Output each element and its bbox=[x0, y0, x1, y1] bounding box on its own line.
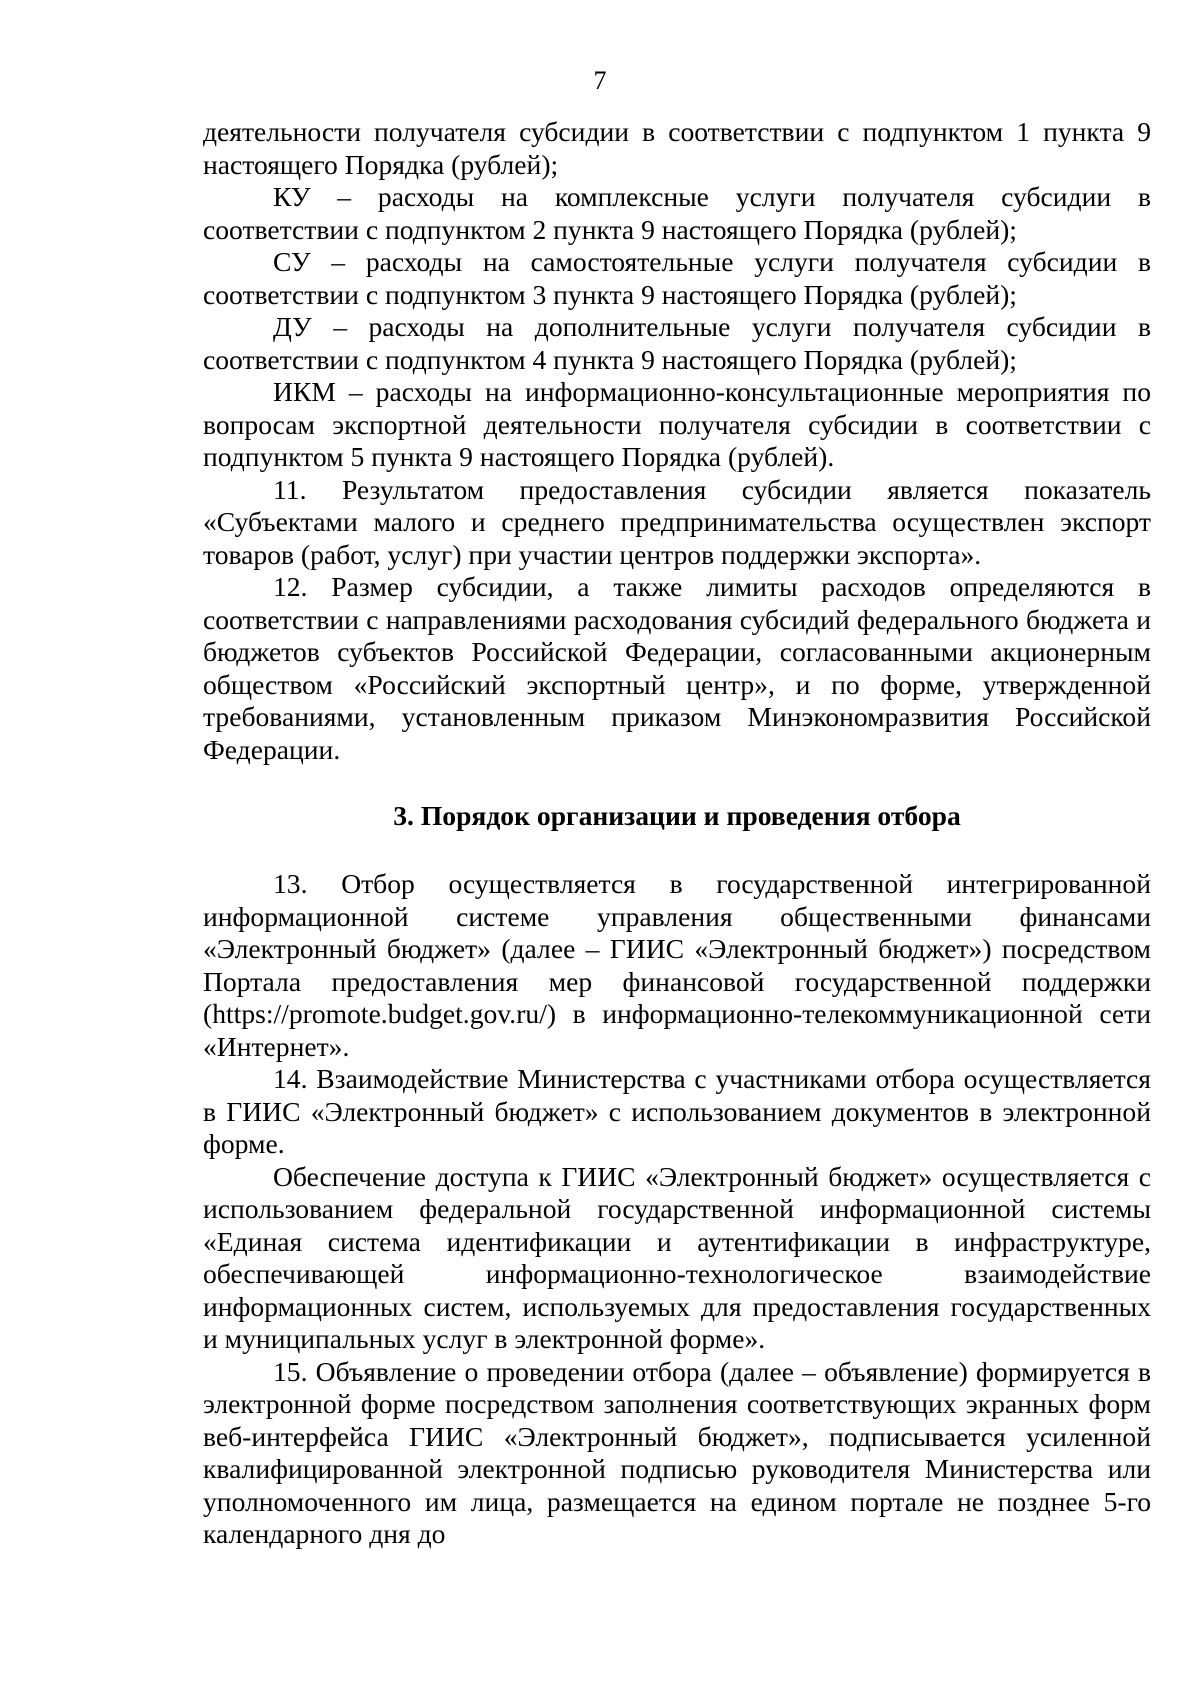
section-heading: 3. Порядок организации и проведения отбора bbox=[393, 800, 961, 831]
paragraph-access: Обеспечение доступа к ГИИС «Электронный бюджет» осуществляется с использованием федеральной государственной информационной системы «Единая система идентификации и аутентификации в инфраструктуре, обеспечивающей информационно-технологическое взаимодействие информационных систем, используемых для предоставления государственных и муниципальных услуг в электронной форме». bbox=[203, 1160, 1151, 1354]
paragraph-du: ДУ – расходы на дополнительные услуги получателя субсидии в соответствии с подпунктом 4 пункта 9 настоящего Порядка (рублей); bbox=[203, 311, 1151, 375]
paragraph-ikm: ИКМ – расходы на информационно-консультационные мероприятия по вопросам экспортной деятельности получателя субсидии в соответствии с подпунктом 5 пункта 9 настоящего Порядка (рублей). bbox=[203, 376, 1151, 472]
paragraph-12: 12. Размер субсидии, а также лимиты расходов определяются в соответствии с направлениями расходования субсидий федерального бюджета и бюджетов субъектов Российской Федерации, согласованными акционерным обществом «Российский экспортный центр», и по форме, утвержденной требованиями, установленным приказом Минэкономразвития Российской Федерации. bbox=[203, 571, 1151, 765]
paragraph-continuation: деятельности получателя субсидии в соответствии с подпунктом 1 пункта 9 настоящего Порядка (рублей); bbox=[203, 116, 1151, 180]
paragraph-13: 13. Отбор осуществляется в государственной интегрированной информационной системе управления общественными финансами «Электронный бюджет» (далее – ГИИС «Электронный бюджет») посредством Портала предоставления мер финансовой государственной поддержки (https://promote.budget.gov.ru/) в информационно-телекоммуникационной сети «Интернет». bbox=[203, 868, 1151, 1062]
paragraph-su: СУ – расходы на самостоятельные услуги получателя субсидии в соответствии с подпунктом 3 пункта 9 настоящего Порядка (рублей); bbox=[203, 246, 1151, 310]
paragraph-14: 14. Взаимодействие Министерства с участниками отбора осуществляется в ГИИС «Электронный бюджет» с использованием документов в электронной форме. bbox=[203, 1063, 1151, 1159]
body-text-bottom bbox=[203, 868, 1151, 1551]
paragraph-15: 15. Объявление о проведении отбора (далее – объявление) формируется в электронной форме посредством заполнения соответствующих экранных форм веб-интерфейса ГИИС «Электронный бюджет», подписывается усиленной квалифицированной электронной подписью руководителя Министерства или уполномоченного им лица, размещается на едином портале не позднее 5-го календарного дня до bbox=[203, 1355, 1151, 1549]
paragraph-11: 11. Результатом предоставления субсидии является показатель «Субъектами малого и среднего предпринимательства осуществлен экспорт товаров (работ, услуг) при участии центров поддержки экспорта». bbox=[203, 473, 1151, 570]
body-text-top bbox=[203, 116, 1151, 766]
paragraph-ku: КУ – расходы на комплексные услуги получателя субсидии в соответствии с подпунктом 2 пункта 9 настоящего Порядка (рублей); bbox=[203, 181, 1151, 245]
page-number: 7 bbox=[593, 66, 607, 95]
